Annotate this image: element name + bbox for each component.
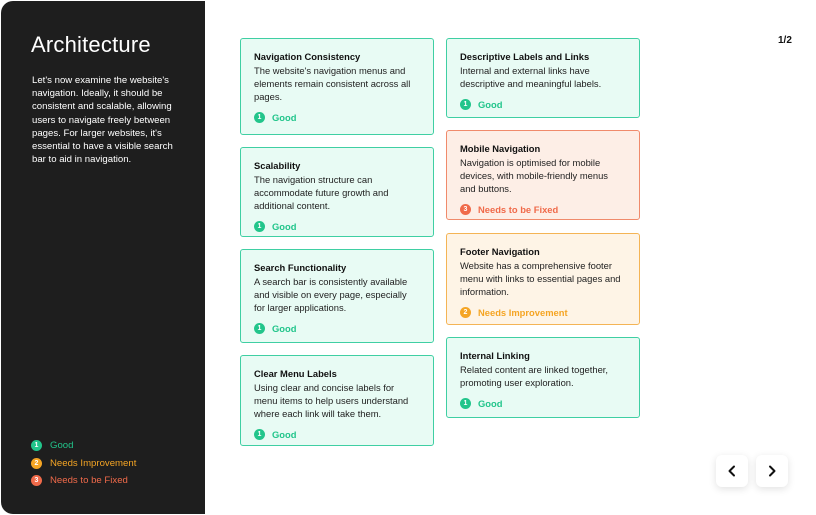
status-number: 1: [460, 398, 471, 409]
legend-good-label: Good: [50, 440, 74, 452]
card-title: Clear Menu Labels: [254, 368, 337, 379]
status-number: 1: [254, 221, 265, 232]
card-internal-linking: [446, 337, 640, 418]
card-description: Using clear and concise labels for menu items to help users understand where each link will take them.: [254, 382, 409, 419]
status-badge: [254, 221, 420, 232]
chevron-right-icon: [766, 465, 778, 477]
card-description: Related content are linked together, promoting user exploration.: [460, 364, 609, 388]
status-number: 1: [254, 112, 265, 123]
page-title: Architecture: [31, 32, 151, 57]
legend-item-improvement: [31, 455, 136, 473]
card-search-functionality: [240, 249, 434, 343]
legend-good-badge: 1: [31, 440, 42, 451]
card-title: Footer Navigation: [460, 246, 540, 257]
card-description: The website's navigation menus and elements remain consistent across all pages.: [254, 65, 411, 102]
card-scalability: [240, 147, 434, 237]
status-badge: [254, 112, 420, 123]
card-title: Search Functionality: [254, 262, 347, 273]
status-label: Good: [272, 221, 297, 232]
card-navigation-consistency: [240, 38, 434, 135]
next-button[interactable]: [756, 455, 788, 487]
status-legend: [31, 437, 136, 490]
status-label: Good: [272, 323, 297, 334]
card-description: The navigation structure can accommodate future growth and additional content.: [254, 174, 389, 211]
legend-item-fix: [31, 472, 136, 490]
status-badge: [460, 99, 626, 110]
card-description: A search bar is consistently available and visible on every page, especially for larger applications.: [254, 276, 408, 313]
status-badge: [460, 204, 626, 215]
status-label: Good: [478, 99, 503, 110]
status-number: 1: [254, 429, 265, 440]
card-title: Scalability: [254, 160, 301, 171]
page-description: Let's now examine the website's navigation. Ideally, it should be consistent and scalable, allowing users to navigate freely between pages. For larger websites, it's essential to have a visible search bar to aid in navigation.: [32, 75, 173, 166]
previous-button[interactable]: [716, 455, 748, 487]
card-descriptive-labels: [446, 38, 640, 118]
status-label: Good: [272, 429, 297, 440]
card-footer-navigation: [446, 233, 640, 325]
status-label: Good: [272, 112, 297, 123]
status-number: 1: [460, 99, 471, 110]
status-number: 2: [460, 307, 471, 318]
legend-item-good: [31, 437, 136, 455]
card-title: Internal Linking: [460, 350, 530, 361]
chevron-left-icon: [726, 465, 738, 477]
legend-improvement-label: Needs Improvement: [50, 457, 137, 469]
card-description: Navigation is optimised for mobile devices, with mobile-friendly menus and buttons.: [460, 157, 608, 194]
status-badge: [254, 429, 420, 440]
card-clear-menu-labels: [240, 355, 434, 446]
card-mobile-navigation: [446, 130, 640, 220]
status-badge: [254, 323, 420, 334]
page-indicator: 1/2: [778, 35, 792, 46]
status-label: Good: [478, 398, 503, 409]
card-description: Internal and external links have descriptive and meaningful labels.: [460, 65, 602, 89]
legend-fix-badge: 3: [31, 475, 42, 486]
status-label: Needs to be Fixed: [478, 204, 559, 215]
card-title: Descriptive Labels and Links: [460, 51, 590, 62]
status-badge: [460, 398, 626, 409]
legend-fix-label: Needs to be Fixed: [50, 475, 128, 487]
status-number: 3: [460, 204, 471, 215]
card-title: Navigation Consistency: [254, 51, 361, 62]
card-description: Website has a comprehensive footer menu with links to essential pages and information.: [460, 260, 621, 297]
status-badge: [460, 307, 626, 318]
sidebar-panel: [1, 1, 205, 514]
legend-improvement-badge: 2: [31, 458, 42, 469]
status-number: 1: [254, 323, 265, 334]
status-label: Needs Improvement: [478, 307, 568, 318]
card-title: Mobile Navigation: [460, 143, 541, 154]
